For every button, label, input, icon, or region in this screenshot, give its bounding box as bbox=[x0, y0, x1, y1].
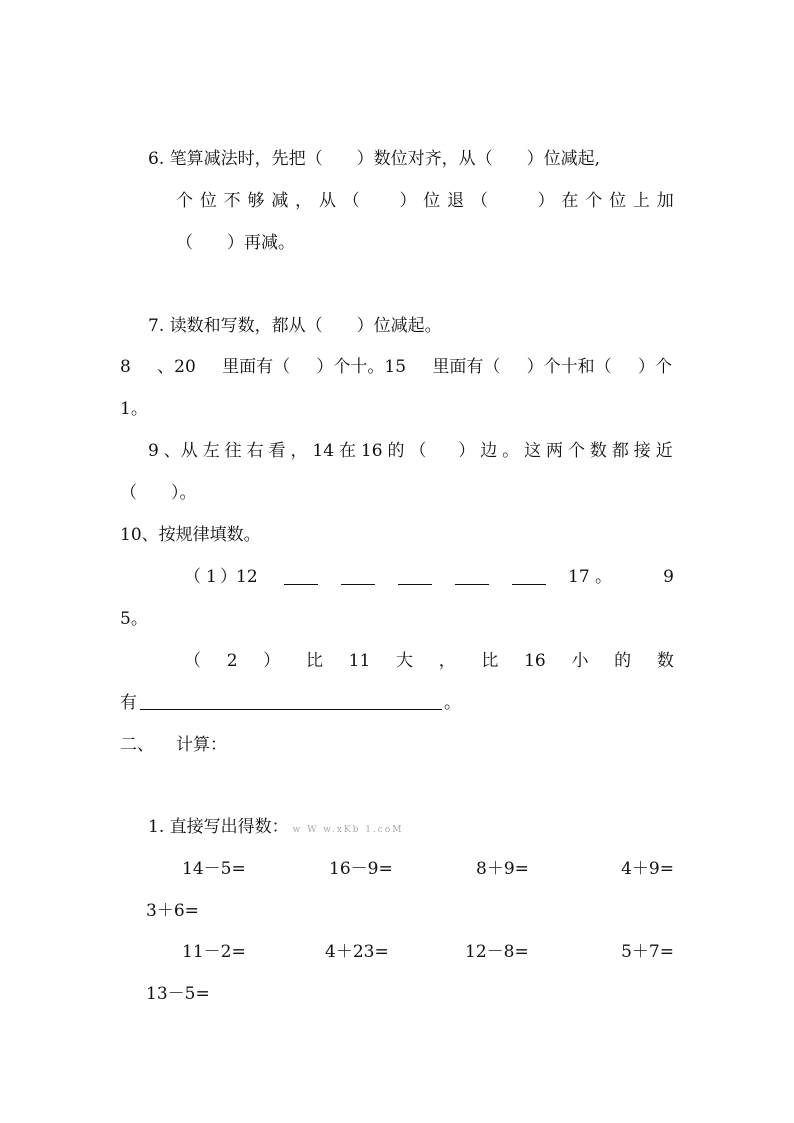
q10-sub1-paren-open: （ bbox=[184, 567, 201, 587]
q9-text: 左 bbox=[202, 441, 220, 461]
calc-item: 14－5= bbox=[182, 859, 246, 879]
q9-text: 看 bbox=[268, 441, 286, 461]
q6-char: 上 bbox=[632, 191, 650, 211]
calc-item: 5＋7= bbox=[621, 942, 674, 962]
q9-text: 这 bbox=[524, 441, 542, 461]
q6-char: 不 bbox=[223, 191, 241, 211]
q10-sub2-line2 bbox=[120, 692, 480, 714]
q6-char: 个 bbox=[176, 191, 193, 211]
section2-label: 二、 bbox=[120, 735, 154, 755]
q9-text: ） bbox=[458, 441, 476, 461]
q10-sub2-text: 小 bbox=[571, 651, 589, 671]
q9-text: （ bbox=[409, 441, 427, 461]
q10-sub1-end-value: 17 。 bbox=[568, 567, 613, 587]
q8-text: ）个十。15 bbox=[316, 357, 407, 377]
q6-char: 够 bbox=[247, 191, 265, 211]
q6-char: （ bbox=[470, 191, 488, 211]
q9-text: 16 bbox=[360, 441, 383, 461]
q8-line1 bbox=[120, 356, 672, 378]
q10-sub2-text: ， bbox=[438, 651, 456, 671]
q6-char: ） bbox=[537, 191, 555, 211]
q9-text: 接 bbox=[633, 441, 651, 461]
q9-text: 两 bbox=[546, 441, 564, 461]
q9-text: 都 bbox=[611, 441, 629, 461]
q6-char: 位 bbox=[423, 191, 441, 211]
calc-row-1-wrap: 3＋6= bbox=[146, 901, 199, 921]
q6-char: 位 bbox=[199, 191, 217, 211]
q10-blank-5[interactable] bbox=[512, 568, 546, 585]
calc-item: 4＋23= bbox=[325, 942, 389, 962]
calc-watermark: w W w.xKb 1.coM bbox=[292, 825, 404, 835]
q8-text: ）个十和（ bbox=[526, 357, 612, 377]
calc-item: 11－2= bbox=[182, 942, 246, 962]
calc-row-2-wrap: 13－5= bbox=[146, 984, 210, 1004]
q8-text: 里面有（ bbox=[222, 357, 291, 377]
q9-text: ， bbox=[290, 441, 308, 461]
calc-title: 1. 直接写出得数： bbox=[148, 817, 289, 837]
q6-char: ， bbox=[295, 191, 313, 211]
q10-sub2-suffix: 。 bbox=[444, 693, 461, 713]
q10-sub2-line1 bbox=[184, 650, 674, 672]
q9-text: 右 bbox=[246, 441, 264, 461]
q6-line3: （ ）再减。 bbox=[176, 233, 295, 253]
q9-text: 的 bbox=[387, 441, 405, 461]
q9-text: 数 bbox=[589, 441, 607, 461]
q6-char: 从 bbox=[318, 191, 336, 211]
q10-sub2-prefix: 有 bbox=[120, 693, 137, 713]
q9-text: 9 bbox=[148, 441, 159, 461]
q10-sub1-paren-close: ） bbox=[220, 567, 237, 587]
q10-sub1-start-value: 12 bbox=[236, 567, 258, 587]
calc-item: 16－9= bbox=[329, 859, 393, 879]
q10-sub1-wrap-value: 9 bbox=[663, 567, 674, 587]
q9-text: 边 bbox=[480, 441, 498, 461]
q10-sub2-text: 大 bbox=[395, 651, 413, 671]
q9-line1 bbox=[148, 440, 673, 462]
q9-line2: （ ）。 bbox=[120, 483, 197, 503]
q10-sub2-text: 的 bbox=[614, 651, 632, 671]
calc-item: 12－8= bbox=[465, 942, 529, 962]
q9-text: 近 bbox=[655, 441, 673, 461]
q10-blank-1[interactable] bbox=[284, 568, 318, 585]
q6-line2 bbox=[176, 190, 674, 212]
q10-sub2-text: 16 bbox=[524, 651, 546, 671]
q7-line1: 7. 读数和写数，都从（ ）位减起。 bbox=[148, 316, 442, 336]
calc-title-line bbox=[148, 816, 403, 841]
q6-char: （ bbox=[342, 191, 360, 211]
q9-text: 14 bbox=[312, 441, 335, 461]
q10-sub2-text: 比 bbox=[481, 651, 499, 671]
q9-text: 在 bbox=[338, 441, 356, 461]
q9-text: 、从 bbox=[163, 441, 198, 461]
calc-row-2 bbox=[0, 941, 794, 963]
calc-item: 4＋9= bbox=[621, 859, 674, 879]
q9-text: 个 bbox=[567, 441, 585, 461]
q9-text: 。 bbox=[502, 441, 520, 461]
q6-line1: 6. 笔算减法时，先把（ ）数位对齐，从（ ）位减起, bbox=[148, 149, 601, 169]
q10-sub2-text: 11 bbox=[348, 651, 371, 671]
q6-char: 减 bbox=[271, 191, 289, 211]
q8-line2: 1。 bbox=[120, 399, 148, 419]
q10-sub2-text: ） bbox=[263, 651, 281, 671]
q10-sub1-number: 1 bbox=[206, 567, 217, 587]
q6-char: 个 bbox=[585, 191, 603, 211]
q10-blank-4[interactable] bbox=[455, 568, 489, 585]
q8-text: 里面有（ bbox=[432, 357, 501, 377]
q8-text: ）个 bbox=[637, 357, 672, 377]
q10-blank-3[interactable] bbox=[398, 568, 432, 585]
q10-title: 10、按规律填数。 bbox=[120, 525, 261, 545]
q6-char: 在 bbox=[561, 191, 579, 211]
calc-row-1 bbox=[0, 858, 794, 880]
q10-blank-2[interactable] bbox=[341, 568, 375, 585]
q10-sub2-text: 数 bbox=[656, 651, 674, 671]
q6-char: ） bbox=[399, 191, 417, 211]
q10-sub2-answer-blank[interactable] bbox=[140, 693, 442, 710]
q10-sub2-text: （ bbox=[184, 651, 201, 671]
q9-text: 往 bbox=[224, 441, 242, 461]
q6-char: 位 bbox=[609, 191, 627, 211]
q10-sub1-line1 bbox=[176, 566, 674, 588]
calc-item: 8＋9= bbox=[476, 859, 529, 879]
section2-title: 计算： bbox=[176, 735, 227, 755]
q8-text: 、20 bbox=[157, 357, 196, 377]
q10-sub1-line2: 5。 bbox=[120, 609, 148, 629]
q8-text: 8 bbox=[120, 357, 131, 377]
q6-char: 退 bbox=[447, 191, 465, 211]
q10-sub2-text: 比 bbox=[305, 651, 323, 671]
q6-char: 加 bbox=[656, 191, 674, 211]
q10-sub2-text: 2 bbox=[226, 651, 238, 671]
